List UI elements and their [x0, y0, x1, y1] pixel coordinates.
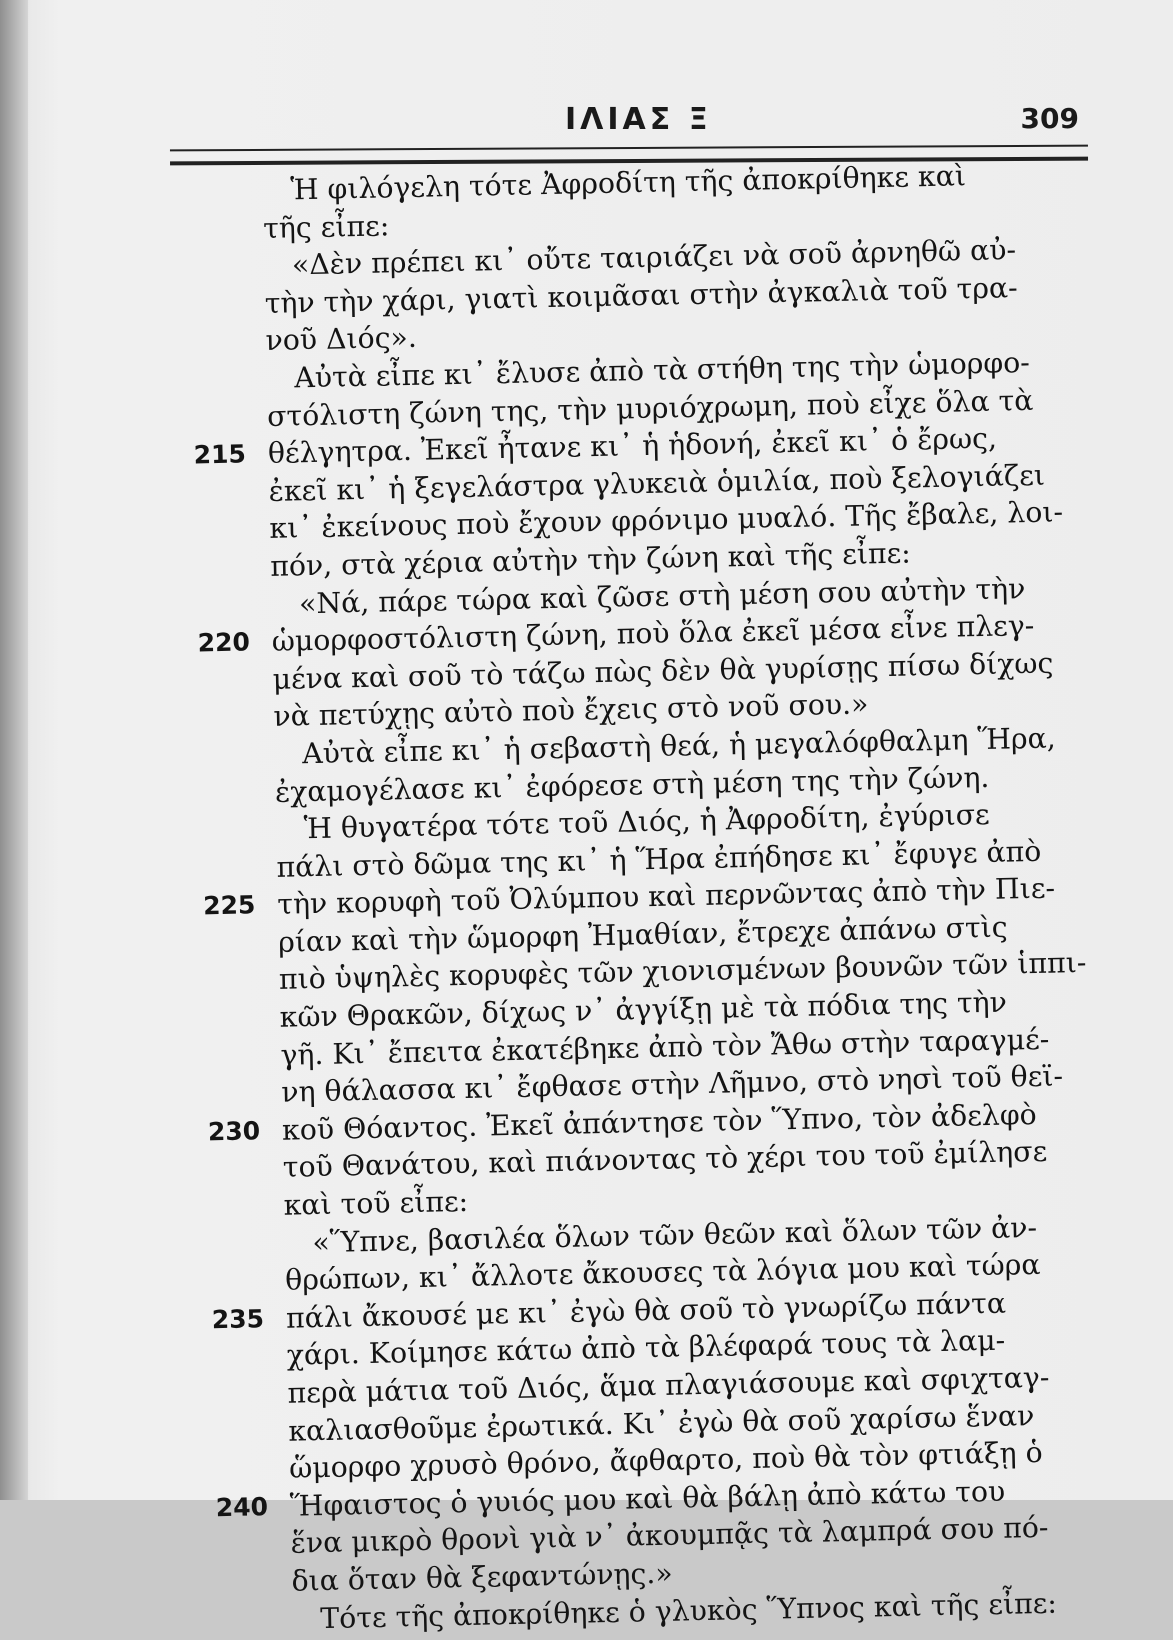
line-number: 240	[215, 1491, 269, 1523]
line-text: πάλι ἄκουσέ με κι᾽ ἐγὼ θὰ σοῦ τὸ γνωρίζω πάντα	[285, 1286, 1007, 1335]
text-line: γῆ. Κι᾽ ἔπειτα ἐκατέβηκε ἀπὸ τὸν Ἄθω στὴν ταραγμέ-	[280, 1022, 1050, 1072]
book-spine-shadow	[0, 0, 28, 1500]
text-line: πόν, στὰ χέρια αὐτὴν τὴν ζώνη καὶ τῆς εἶπε:	[269, 536, 912, 583]
text-line: Αὐτὰ εἶπε κι᾽ ἔλυσε ἀπὸ τὰ στήθη της τὴν ὡμορφο-	[293, 345, 1031, 395]
line-number: 235	[211, 1304, 265, 1335]
text-line: στόλιστη ζώνη της, τὴν μυριόχρωμη, ποὺ εἶχε ὅλα τὰ	[266, 383, 1034, 433]
text-line: πιὸ ὑψηλὲς κορυφὲς τῶν χιονισμένων βουνῶν τῶν ἱππι-	[278, 946, 1087, 997]
body-text	[193, 154, 1163, 1638]
text-line: τοῦ Θανάτου, καὶ πιάνοντας τὸ χέρι του τοῦ ἐμίλησε	[282, 1135, 1048, 1185]
text-line: ρίαν καὶ τὴν ὥμορφη Ἠμαθίαν, ἔτρεχε ἀπάνω στὶς	[277, 910, 1008, 959]
running-title: ΙΛΙΑΣ Ξ	[565, 102, 712, 137]
text-line: Αὐτὰ εἶπε κι᾽ ἡ σεβαστὴ θεά, ἡ μεγαλόφθαλμη Ἥρα,	[301, 721, 1057, 771]
text-line: Ἡ θυγατέρα τότε τοῦ Διός, ἡ Ἀφροδίτη, ἐγύρισε	[303, 797, 990, 846]
text-line: κῶν Θρακῶν, δίχως ν᾽ ἀγγίξῃ μὲ τὰ πόδια της τὴν	[279, 985, 1008, 1034]
text-line: μένα καὶ σοῦ τὸ τάζω πὼς δὲν θὰ γυρίσῃς πίσω δίχως	[272, 646, 1054, 696]
text-line: καλιασθοῦμε ἐρωτικά. Κι᾽ ἐγὼ θὰ σοῦ χαρίσω ἕναν	[288, 1398, 1035, 1448]
line-number: 215	[193, 439, 247, 470]
line-number: 220	[197, 627, 251, 658]
text-line: ἐκεῖ κι᾽ ἡ ξεγελάστρα γλυκειὰ ὁμιλία, ποὺ ξελογιάζει	[268, 458, 1046, 508]
line-text: θέλγητρα. Ἐκεῖ ἦτανε κι᾽ ἡ ἡδονή, ἐκεῖ κι᾽ ὁ ἔρως,	[267, 421, 998, 471]
text-line: Ἡ φιλόγελη τότε Ἀφροδίτη τῆς ἀποκρίθηκε καὶ	[290, 159, 967, 207]
line-text: τὴν κορυφὴ τοῦ Ὀλύμπου καὶ περνῶντας ἀπὸ τὴν Πιε-	[277, 871, 1056, 922]
text-line: νοῦ Διός».	[265, 321, 418, 358]
line-number: 225	[202, 890, 256, 921]
line-text: Ἥφαιστος ὁ γυιός μου καὶ θὰ βάλῃ ἀπὸ κάτω του	[289, 1474, 1006, 1523]
line-number: 230	[207, 1116, 261, 1147]
running-header	[170, 100, 1085, 140]
page-number: 309	[1020, 102, 1079, 135]
text-line: «Δὲν πρέπει κι᾽ οὔτε ταιριάζει νὰ σοῦ ἀρνηθῶ αὐ-	[291, 233, 1017, 282]
text-line: «Ὕπνε, βασιλέα ὅλων τῶν θεῶν καὶ ὅλων τῶν ἀν-	[312, 1210, 1038, 1259]
text-line: νὰ πετύχῃς αὐτὸ ποὺ ἔχεις στὸ νοῦ σου.»	[273, 687, 869, 734]
line-text: ὡμορφοστόλιστη ζώνη, ποὺ ὅλα ἐκεῖ μέσα εἶνε πλεγ-	[271, 609, 1035, 659]
text-line: ὥμορφο χρυσὸ θρόνο, ἄφθαρτο, ποὺ θὰ τὸν φτιάξῃ ὁ	[288, 1436, 1043, 1485]
text-line: καὶ τοῦ εἶπε:	[283, 1184, 469, 1222]
text-line: πάλι στὸ δῶμα της κι᾽ ἡ Ἥρα ἐπήδησε κι᾽ ἔφυγε ἀπὸ	[276, 834, 1042, 884]
text-line: τὴν τὴν χάρι, γιατὶ κοιμᾶσαι στὴν ἀγκαλιὰ τοῦ τρα-	[264, 270, 1018, 320]
line-text: κοῦ Θόαντος. Ἐκεῖ ἀπάντησε τὸν Ὕπνο, τὸν ἀδελφὸ	[281, 1097, 1037, 1147]
text-line: τῆς εἶπε:	[262, 208, 390, 245]
text-line: «Νά, πάρε τώρα καὶ ζῶσε στὴ μέση σου αὐτὴν τὴν	[298, 571, 1026, 620]
text-line: Τότε τῆς ἀποκρίθηκε ὁ γλυκὸς Ὕπνος καὶ τῆς εἶπε:	[319, 1586, 1058, 1635]
text-line: κι᾽ ἐκείνους ποὺ ἔχουν φρόνιμο μυαλό. Τῆς ἔβαλε, λοι-	[269, 495, 1064, 546]
text-line: θρώπων, κι᾽ ἄλλοτε ἄκουσες τὰ λόγια μου καὶ τώρα	[284, 1248, 1041, 1297]
text-line: δια ὅταν θὰ ξεφαντώνῃς.»	[291, 1556, 673, 1598]
text-line: ἐχαμογέλασε κι᾽ ἐφόρεσε στὴ μέση της τὴν ζώνη.	[274, 760, 990, 809]
text-line: περὰ μάτια τοῦ Διός, ἅμα πλαγιάσουμε καὶ σφιχταγ-	[287, 1360, 1050, 1410]
text-line: νη θάλασσα κι᾽ ἔφθασε στὴν Λῆμνο, στὸ νησὶ τοῦ θεϊ-	[280, 1059, 1064, 1110]
text-line: χάρι. Κοίμησε κάτω ἀπὸ τὰ βλέφαρά τους τὰ λαμ-	[286, 1324, 1006, 1373]
text-line: ἕνα μικρὸ θρονὶ γιὰ ν᾽ ἀκουμπᾷς τὰ λαμπρά σου πό-	[290, 1511, 1049, 1561]
